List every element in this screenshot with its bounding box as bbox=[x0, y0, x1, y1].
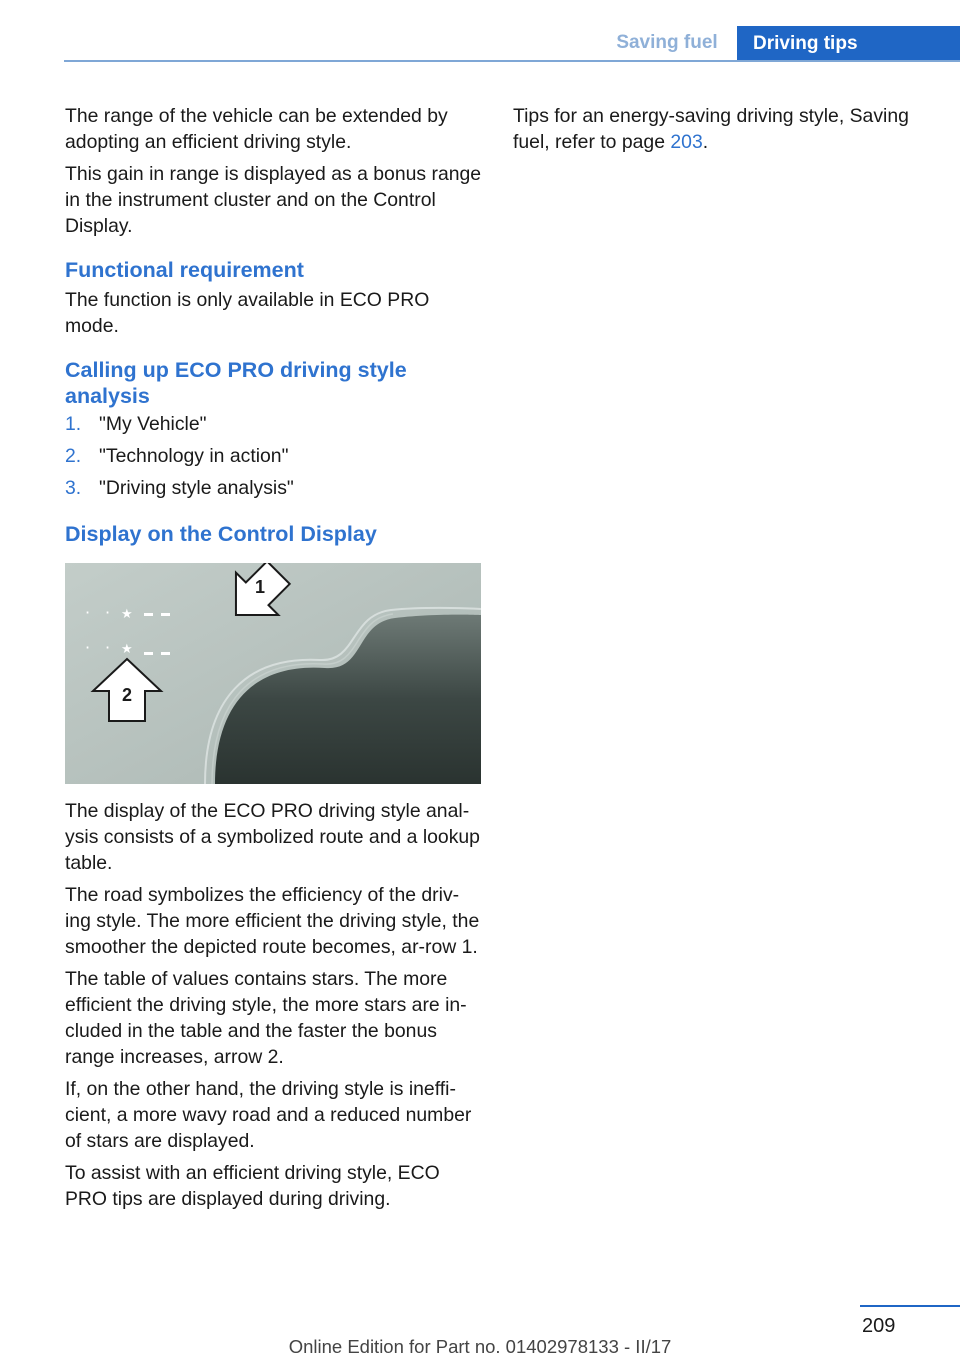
dot-r2-a: · bbox=[85, 638, 91, 657]
page-number: 209 bbox=[862, 1315, 896, 1337]
dot-r1-a: · bbox=[85, 603, 91, 622]
paragraph-eco-pro-tips: To assist with an efficient driving style, ECO PRO tips are displayed during driving. bbox=[65, 1162, 440, 1210]
left-column bbox=[65, 103, 483, 1218]
list-item bbox=[65, 443, 483, 469]
right-column bbox=[513, 103, 923, 161]
star-r1: ★ bbox=[121, 607, 133, 622]
tips-text: Tips for an energy-saving driving style, Saving fuel, refer to page bbox=[513, 105, 909, 153]
arrow-1-label: 1 bbox=[254, 577, 266, 597]
paragraph-saving-tips bbox=[513, 103, 923, 155]
step-number: 2. bbox=[65, 445, 82, 467]
step-number: 1. bbox=[65, 413, 82, 435]
heading-calling-up-analysis: Calling up ECO PRO driving style analysis bbox=[65, 358, 407, 408]
step-text: "My Vehicle" bbox=[99, 413, 207, 435]
paragraph-eco-pro-mode: The function is only available in ECO PRO mode. bbox=[65, 289, 430, 337]
paragraph-road-symbolizes: The road symbolizes the efficiency of the driv‐ing style. The more efficient the driving style, the smoother the depicted route becomes, ar‐row 1. bbox=[65, 884, 480, 958]
paragraph-table-stars: The table of values contains stars. The more efficient the driving style, the more stars are in‐cluded in the table and the faster the bonus range increases, arrow 2. bbox=[65, 968, 467, 1068]
dash-r1-a bbox=[144, 613, 153, 616]
step-text: "Technology in action" bbox=[99, 445, 289, 467]
edition-footer: Online Edition for Part no. 01402978133 - II/17 bbox=[288, 1336, 672, 1357]
paragraph-display-consists: The display of the ECO PRO driving style anal‐ysis consists of a symbolized route and a lookup table. bbox=[65, 800, 480, 874]
step-number: 3. bbox=[65, 477, 82, 499]
tab-driving-tips[interactable]: Driving tips bbox=[737, 26, 960, 62]
paragraph-range-extension: The range of the vehicle can be extended by adopting an efficient driving style. bbox=[65, 105, 448, 153]
heading-functional-requirement: Functional requirement bbox=[65, 258, 304, 282]
dash-r1-b bbox=[161, 613, 170, 616]
arrow-2-label: 2 bbox=[121, 685, 133, 705]
heading-display-control-display: Display on the Control Display bbox=[65, 522, 377, 546]
paragraph-bonus-range: This gain in range is displayed as a bonus range in the instrument cluster and on the Control Display. bbox=[65, 163, 482, 237]
header-rule bbox=[64, 60, 960, 62]
page-number-rule bbox=[860, 1305, 960, 1307]
dash-r2-b bbox=[161, 652, 170, 655]
star-r2: ★ bbox=[121, 642, 133, 657]
steps-list bbox=[65, 411, 483, 501]
list-item bbox=[65, 411, 483, 437]
tips-end: . bbox=[702, 131, 709, 153]
step-text: "Driving style analysis" bbox=[99, 477, 294, 499]
list-item bbox=[65, 475, 483, 501]
eco-pro-analysis-figure bbox=[65, 563, 481, 784]
dot-r2-b: · bbox=[105, 638, 111, 657]
tab-saving-fuel[interactable]: Saving fuel bbox=[616, 32, 718, 53]
dash-r2-a bbox=[144, 652, 153, 655]
page-link-203[interactable]: 203 bbox=[670, 131, 703, 153]
paragraph-inefficient: If, on the other hand, the driving style is ineffi‐cient, a more wavy road and a reduced number of stars are displayed. bbox=[65, 1078, 472, 1152]
eco-pro-illustration bbox=[65, 563, 481, 784]
dot-r1-b: · bbox=[105, 603, 111, 622]
